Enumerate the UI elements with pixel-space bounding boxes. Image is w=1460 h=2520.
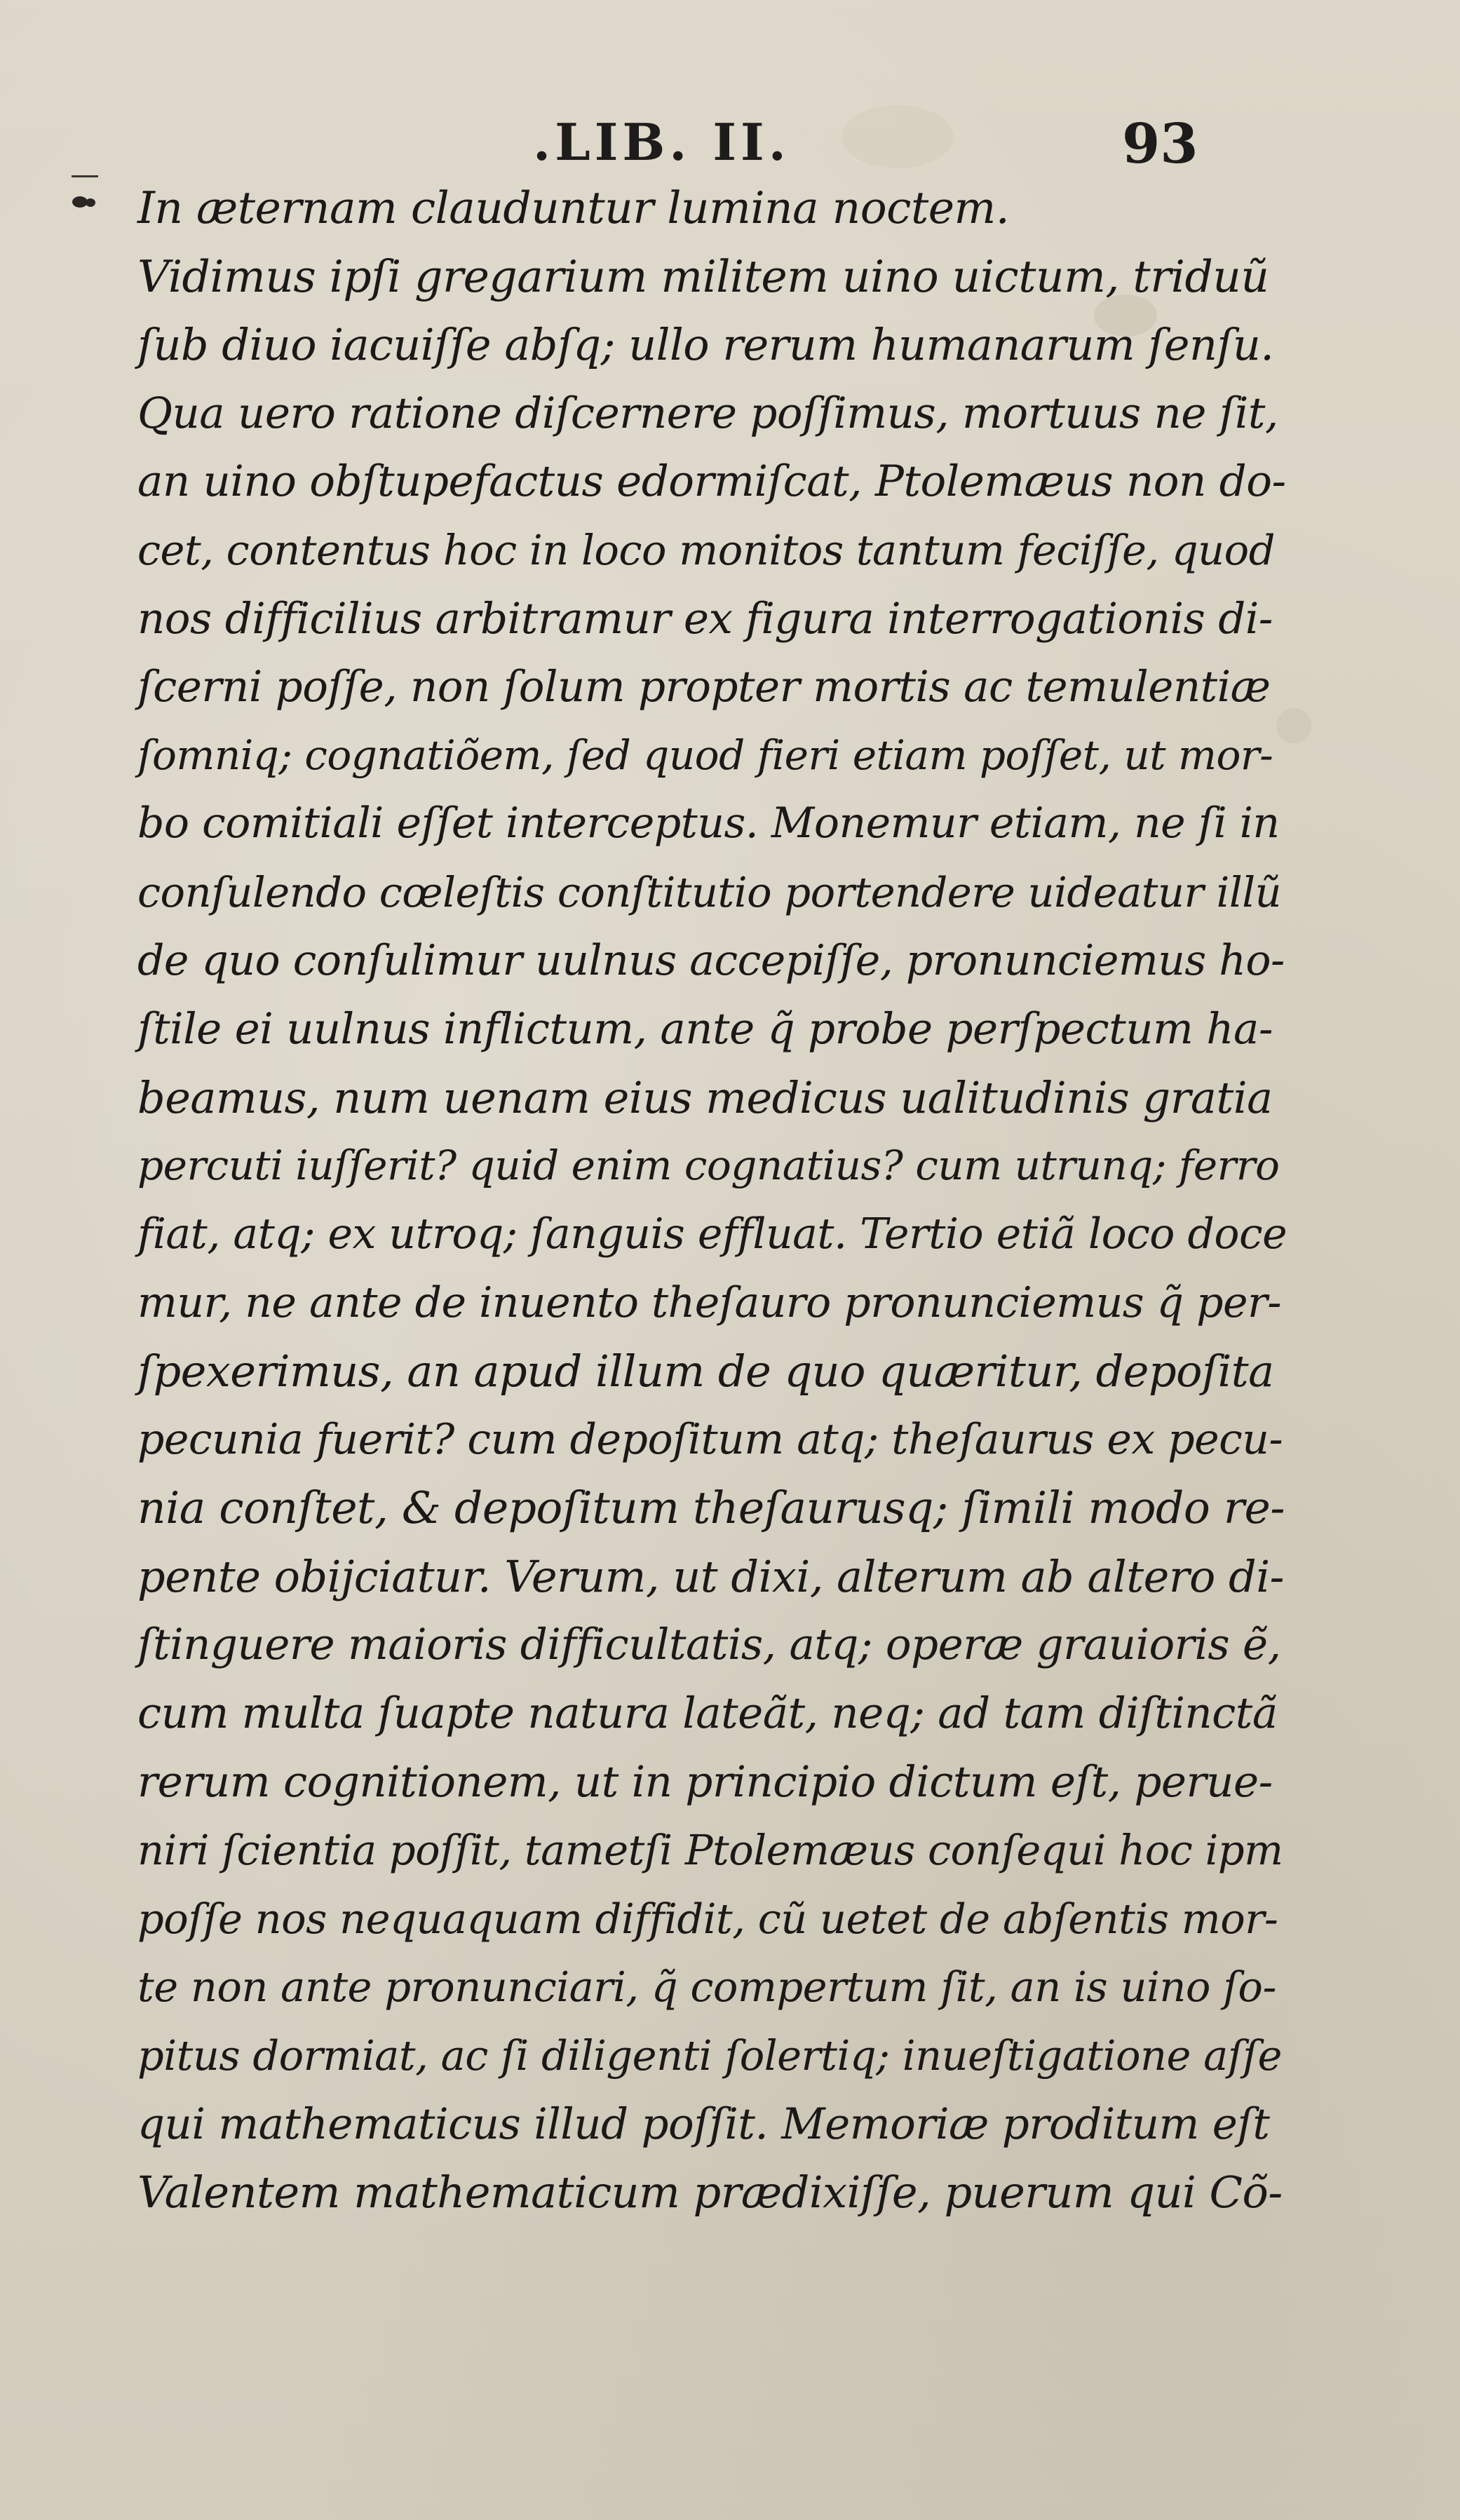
text-line: de quo conſulimur uulnus accepiſſe, pronunciemus ho-	[137, 935, 1285, 985]
text-line: pitus dormiat, ac ſi diligenti ſolertiq; inueſtigatione aſſe	[137, 2031, 1282, 2080]
text-line: nos difficilius arbitramur ex figura interrogationis di-	[137, 593, 1273, 644]
text-line: te non ante pronunciari, q̃ compertum ſit, an is uino ſo-	[137, 1963, 1276, 2012]
margin-rule	[72, 175, 98, 177]
text-line: pente obijciatur. Verum, ut dixi, alterum ab altero di-	[137, 1550, 1284, 1602]
text-line: ſub diuo iacuiſſe abſq; ullo rerum humanarum ſenſu.	[137, 319, 1274, 371]
text-line: Qua uero ratione diſcernere poſſimus, mortuus ne ſit,	[137, 388, 1278, 438]
text-line: an uino obſtupefactus edormiſcat, Ptolemæus non do-	[137, 456, 1286, 507]
text-line: cet, contentus hoc in loco monitos tantum feciſſe, quod	[137, 525, 1275, 574]
text-line: Vidimus ipſi gregarium militem uino uictum, triduũ	[137, 250, 1269, 302]
text-line: ſtile ei uulnus inflictum, ante q̃ probe perſpectum ha-	[137, 1004, 1273, 1055]
text-line: ſtinguere maioris difficultatis, atq; operæ grauioris ẽ,	[137, 1620, 1281, 1670]
text-line: nia conſtet, & depoſitum theſaurusq; ſimili modo re-	[137, 1482, 1285, 1534]
text-line: ſomniq; cognatiõem, ſed quod fieri etiam poſſet, ut mor-	[137, 731, 1273, 779]
running-head: .LIB. II.	[533, 112, 790, 172]
text-line: mur, ne ante de inuento theſauro pronunciemus q̃ per-	[137, 1278, 1281, 1327]
text-line: fiat, atq; ex utroq; ſanguis effluat. Tertio etiã loco doce	[137, 1209, 1287, 1259]
text-line: percuti iuſſerit? quid enim cognatius? cum utrunq; ferro	[137, 1142, 1280, 1190]
text-line: rerum cognitionem, ut in principio dictum eſt, perue-	[137, 1756, 1273, 1807]
text-line: qui mathematicus illud poſſit. Memoriæ proditum eſt	[137, 2099, 1270, 2149]
fleuron-icon	[70, 188, 98, 216]
text-line: conſulendo cœleſtis conſtitutio portendere uideatur illũ	[137, 867, 1282, 916]
text-line: pecunia fuerit? cum depoſitum atq; theſaurus ex pecu-	[137, 1414, 1283, 1464]
text-line: bo comitiali eſſet interceptus. Monemur etiam, ne ſi in	[137, 799, 1280, 848]
text-line: ſpexerimus, an apud illum de quo quæritur, depoſita	[137, 1346, 1274, 1397]
text-line: niri ſcientia poſſit, tametſi Ptolemæus conſequi hoc ipm	[137, 1826, 1283, 1875]
text-line: Valentem mathematicum prædixiſſe, puerum qui Cõ-	[137, 2167, 1283, 2218]
text-line: beamus, num uenam eius medicus ualitudinis gratia	[137, 1071, 1273, 1123]
text-line: poſſe nos nequaquam diffidit, cũ uetet de abſentis mor-	[137, 1894, 1278, 1943]
text-line: In æternam clauduntur lumina noctem.	[137, 182, 1010, 233]
body-text	[137, 174, 1287, 2227]
text-line: cum multa ſuapte natura lateãt, neq; ad tam diſtinctã	[137, 1688, 1278, 1739]
text-line: ſcerni poſſe, non ſolum propter mortis ac temulentiæ	[137, 662, 1271, 712]
page-number: 93	[1122, 112, 1198, 176]
